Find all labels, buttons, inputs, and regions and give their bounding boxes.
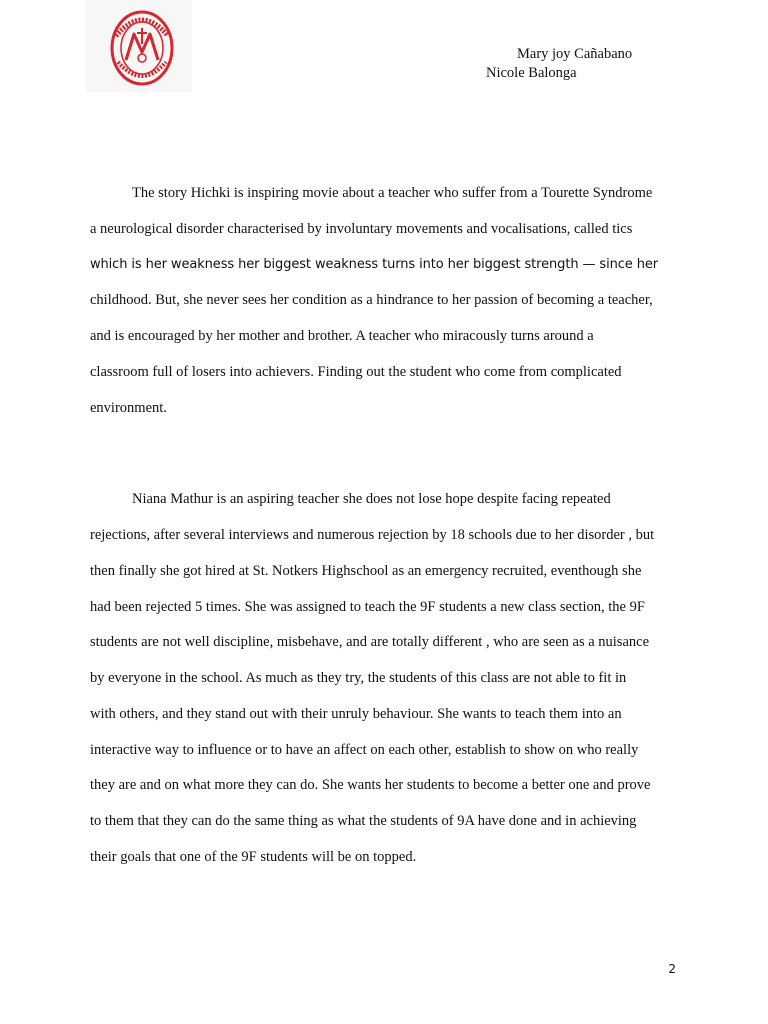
- paragraph-line: had been rejected 5 times. She was assigned to teach the 9F students a new class section, the 9F: [90, 599, 645, 615]
- author-name: Nicole Balonga: [486, 65, 577, 81]
- author-name: Mary joy Cañabano: [517, 46, 633, 62]
- paragraph-line: interactive way to influence or to have an affect on each other, establish to show on who really: [90, 742, 639, 758]
- paragraph-line: they are and on what more they can do. She wants her students to become a better one and prove: [90, 777, 651, 793]
- paragraph-line: classroom full of losers into achievers. Finding out the student who come from complicated: [90, 364, 622, 380]
- paragraph-line: by everyone in the school. As much as they try, the students of this class are not able to fit in: [90, 670, 627, 686]
- paragraph-line: The story Hichki is inspiring movie about a teacher who suffer from a Tourette Syndrome: [132, 185, 653, 201]
- paragraph-line: and is encouraged by her mother and brother. A teacher who miracously turns around a: [90, 328, 594, 344]
- paragraph-line: Niana Mathur is an aspiring teacher she does not lose hope despite facing repeated: [132, 491, 611, 507]
- logo-area: [86, 0, 192, 92]
- paragraph-line: students are not well discipline, misbehave, and are totally different , who are seen as a nuisance: [90, 634, 650, 650]
- paragraph-line: environment.: [90, 400, 167, 416]
- paragraph-line: rejections, after several interviews and numerous rejection by 18 schools due to her disorder , but: [90, 527, 655, 543]
- paragraph-line: then finally she got hired at St. Notkers Highschool as an emergency recruited, eventhough she: [90, 563, 642, 579]
- paragraph-line: with others, and they stand out with their unruly behaviour. She wants to teach them into an: [90, 706, 622, 722]
- page-number: 2: [668, 962, 676, 976]
- school-seal-logo: [110, 10, 174, 86]
- paragraph-line: their goals that one of the 9F students will be on topped.: [90, 849, 417, 865]
- paragraph-line: a neurological disorder characterised by involuntary movements and vocalisations, called tics: [90, 221, 633, 237]
- paragraph-line: which is her weakness her biggest weakness turns into her biggest strength — since her: [90, 257, 659, 272]
- paragraph-line: to them that they can do the same thing as what the students of 9A have done and in achieving: [90, 813, 637, 829]
- paragraph-line: childhood. But, she never sees her condition as a hindrance to her passion of becoming a teacher,: [90, 292, 653, 308]
